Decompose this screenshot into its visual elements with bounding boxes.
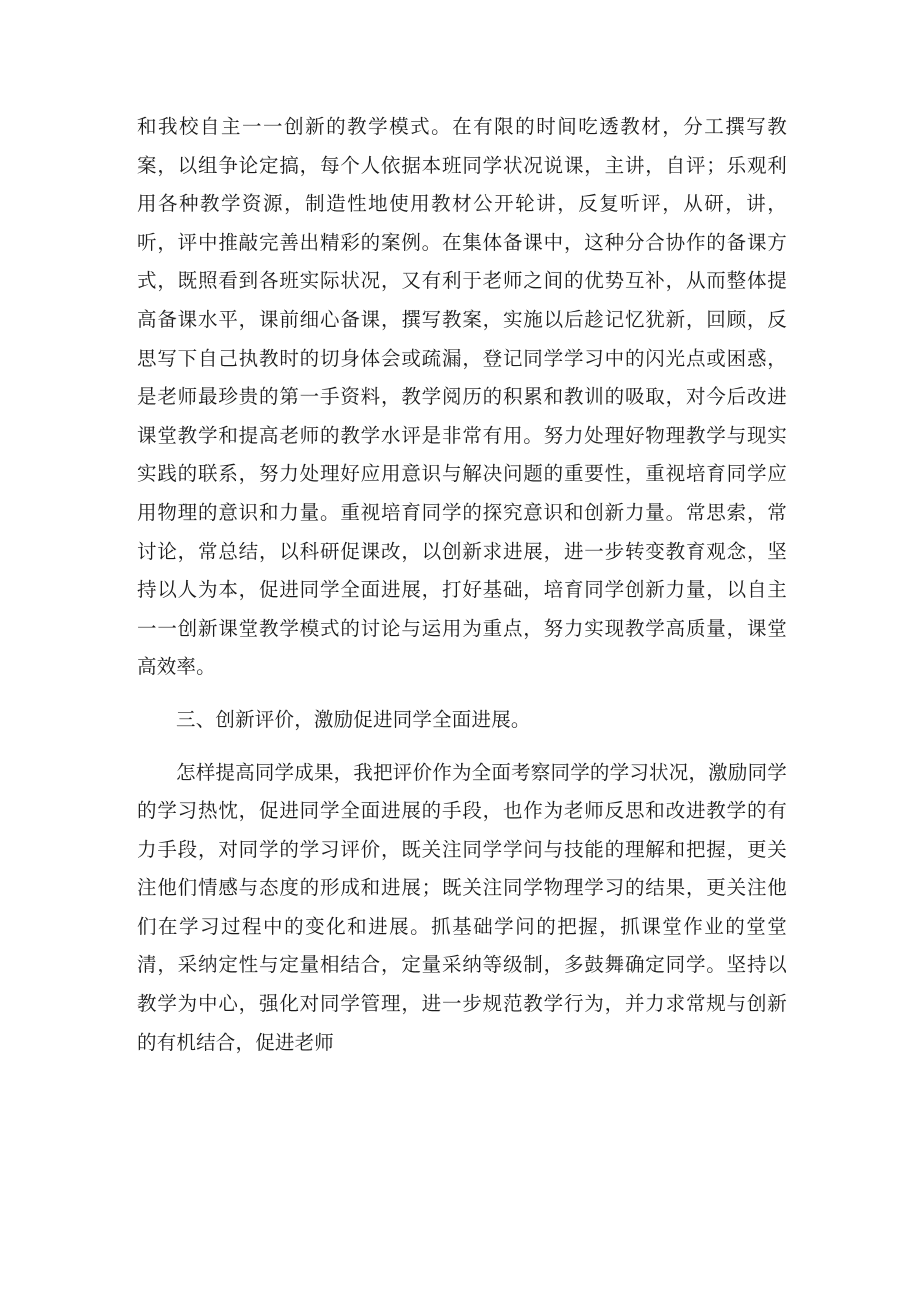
document-body: [137, 108, 787, 1062]
paragraph-evaluation: 怎样提高同学成果，我把评价作为全面考察同学的学习状况，激励同学的学习热忱，促进同学全面进展的手段，也作为老师反思和改进教学的有力手段，对同学的学习评价，既关注同学学问与技能的理解和把握，更关注他们情感与态度的形成和进展；既关注同学物理学习的结果，更关注他们在学习过程中的变化和进展。抓基础学问的把握，抓课堂作业的堂堂清，采纳定性与定量相结合，定量采纳等级制，多鼓舞确定同学。坚持以教学为中心，强化对同学管理，进一步规范教学行为，并力求常规与创新的有机结合，促进老师: [137, 760, 787, 1054]
paragraph-teaching-mode: 和我校自主一一创新的教学模式。在有限的时间吃透教材，分工撰写教案，以组争论定搞，每个人依据本班同学状况说课，主讲，自评；乐观利用各种教学资源，制造性地使用教材公开轮讲，反复听评，从研，讲，听，评中推敲完善出精彩的案例。在集体备课中，这种分合协作的备课方式，既照看到各班实际状况，又有利于老师之间的优势互补，从而整体提高备课水平，课前细心备课，撰写教案，实施以后趁记忆犹新，回顾，反思写下自己执教时的切身体会或疏漏，登记同学学习中的闪光点或困惑，是老师最珍贵的第一手资料，教学阅历的积累和教训的吸取，对今后改进课堂教学和提高老师的教学水评是非常有用。努力处理好物理教学与现实实践的联系，努力处理好应用意识与解决问题的重要性，重视培育同学应用物理的意识和力量。重视培育同学的探究意识和创新力量。常思索，常讨论，常总结，以科研促课改，以创新求进展，进一步转变教育观念，坚持以人为本，促进同学全面进展，打好基础，培育同学创新力量，以自主一一创新课堂教学模式的讨论与运用为重点，努力实现教学高质量，课堂高效率。: [137, 115, 787, 679]
section-heading-innovative-evaluation: 三、创新评价，激励促进同学全面进展。: [176, 707, 531, 731]
